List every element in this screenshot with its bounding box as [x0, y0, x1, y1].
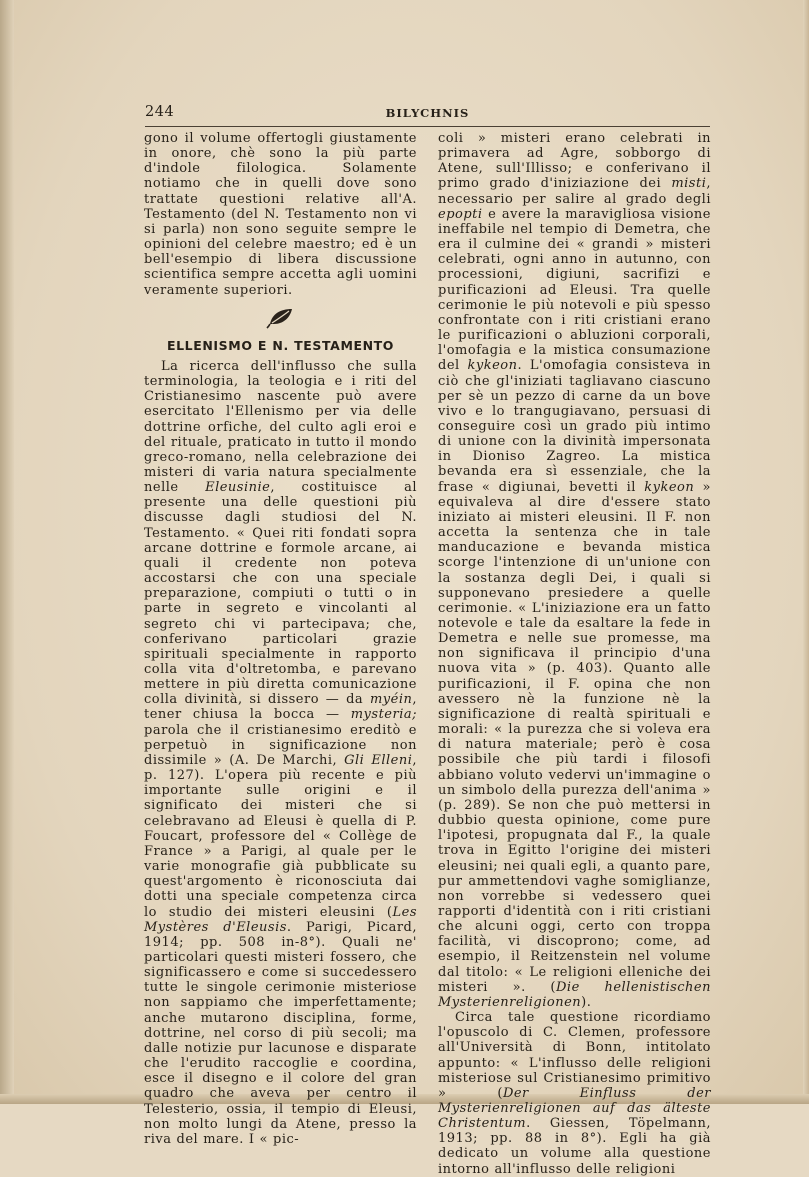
leaf-ornament-icon: [266, 304, 296, 330]
section-title: ELLENISMO E N. TESTAMENTO: [166, 337, 395, 353]
page-edge-left: [0, 0, 14, 1104]
page-header: [145, 104, 710, 124]
header-rule: [145, 126, 710, 127]
paragraph-continuation: gono il volume offertogli giustamente in onore, chè sono la più parte d'indole filologica. Solamente notiamo che in quelli dove sono trattate questioni relative all'A. Testamento (del N. Testamento non vi si parla) non sono seguite sempre le opinioni del celebre maestro; ed è un bell'esempio di libera discussione scientifica sempre accetta agli uomini veramente superiori.: [144, 131, 417, 298]
paragraph-ellenismo: La ricerca dell'influsso che sulla terminologia, la teologia e i riti del Cristianesimo nascente può avere esercitato l'Ellenismo per via delle dottrine orfiche, del culto agli eroi e del rituale, praticato in tutto il mondo greco-romano, nella celebrazione dei misteri di varia natura specialmente nelle Eleusinie, costituisce al presente una delle questioni più discusse dagli studiosi del N. Testamento. « Quei riti fondati sopra arcane dottrine e formole arcane, ai quali il credente non poteva accostarsi che con una speciale preparazione, compiuti o tutti o in parte in segreto e vincolanti al segreto chi vi partecipava; che, conferivano particolari grazie spirituali specialmente in rapporto colla vita d'oltretomba, e parevano mettere in più diretta comunicazione colla divinità, si dissero — da myéin, tener chiusa la bocca — mysteria; parola che il cristianesimo ereditò e perpetuò in significazione non dissimile » (A. De Marchi, Gli Elleni, p. 127). L'opera più recente e più importante sulle origini e il significato dei misteri che si celebravano ad Eleusi è quella di P. Foucart, professore del « Collège de France » a Parigi, al quale per le varie monografie già pubblicate su quest'argomento è riconosciuta dai dotti una speciale competenza circa lo studio dei misteri eleusini (Les Mystères d'Eleusis. Parigi, Picard, 1914; pp. 508 in-8°). Quali ne' particolari questi misteri fossero, che significassero e come si succedessero tutte le singole cerimonie misteriose non sappiamo che imperfettamente; anche mutarono disciplina, forme, dottrine, nel corso di più secoli; ma dalle notizie pur lacunose e disparate che l'erudito raccoglie e coordina, esce il disegno e il colore del gran quadro che aveva per centro il Telesterio, ossia, il tempio di Eleusi, non molto lungi da Atene, presso la riva del mare. I « pic-: [144, 358, 418, 1147]
running-head: BILYCHNIS: [385, 106, 470, 120]
left-column: [144, 131, 417, 1147]
paragraph-misteri: coli » misteri erano celebrati in primavera ad Agre, sobborgo di Atene, sull'Illisso; e conferivano il primo grado d'iniziazione dei misti, necessario per salire al grado degli epopti e avere la maravigliosa visione ineffabile nel tempio di Demetra, che era il culmine dei « grandi » misteri celebrati, ogni anno in autunno, con processioni, digiuni, sacrifizi e purificazioni ad Eleusi. Tra quelle cerimonie le più notevoli e più spesso confrontate con i riti cristiani erano le purificazioni o abluzioni corporali, l'omofagia e la mistica consumazione del kykeon. L'omofagia consisteva in ciò che gl'iniziati tagliavano ciascuno per sè un pezzo di carne da un bove vivo e lo trangugiavano, persuasi di conseguire così un grado più intimo di unione con la divinità impersonata in Dioniso Zagreo. La mistica bevanda era sì essenziale, che la frase « digiunai, bevetti il kykeon » equivaleva al dire d'essere stato iniziato ai misteri eleusini. Il F. non accetta la sentenza che in tale manducazione e bevanda mistica scorge l'intenzione di un'unione con la sostanza degli Dei, i quali si supponevano presiedere a quelle cerimonie. « L'iniziazione era un fatto notevole e tale da esaltare la fede in Demetra e nelle sue promesse, ma non significava il principio d'una nuova vita » (p. 403). Quanto alle purificazioni, il F. opina che non avessero nè la funzione nè la significazione di realtà spirituali e morali: « la purezza che si voleva era di natura materiale; però è cosa possibile che più tardi i filosofi abbiano voluto vedervi un'immagine o un simbolo della purezza dell'anima » (p. 289). Se non che può mettersi in dubbio questa opinione, come pure l'ipotesi, propugnata dal F., la quale trova in Egitto l'origine dei misteri eleusini; nei quali egli, a quanto pare, pur ammettendovi vaghe somiglianze, non vorrebbe si vedessero quei rapporti d'identità con i riti cristiani che alcuni oggi, certo con troppa facilità, vi discoprono; come, ad esempio, il Reitzenstein nel volume dal titolo: « Le religioni elleniche dei misteri ». (Die hellenistischen Mysterienreligionen).: [438, 131, 711, 1010]
page-edge-right: [803, 0, 809, 1104]
paragraph-clemen: Circa tale questione ricordiamo l'opuscolo di C. Clemen, professore all'Università di Bonn, intitolato appunto: « L'influsso delle religioni misteriose sul Cristianesimo primitivo » (Der Einfluss der Mysterienreligionen auf das älteste Christentum. Giessen, Töpelmann, 1913; pp. 88 in 8°). Egli ha già dedicato un volume alla questione intorno all'influsso delle religioni: [438, 1010, 711, 1177]
right-column: [438, 131, 711, 1177]
page-number: 244: [145, 104, 175, 120]
